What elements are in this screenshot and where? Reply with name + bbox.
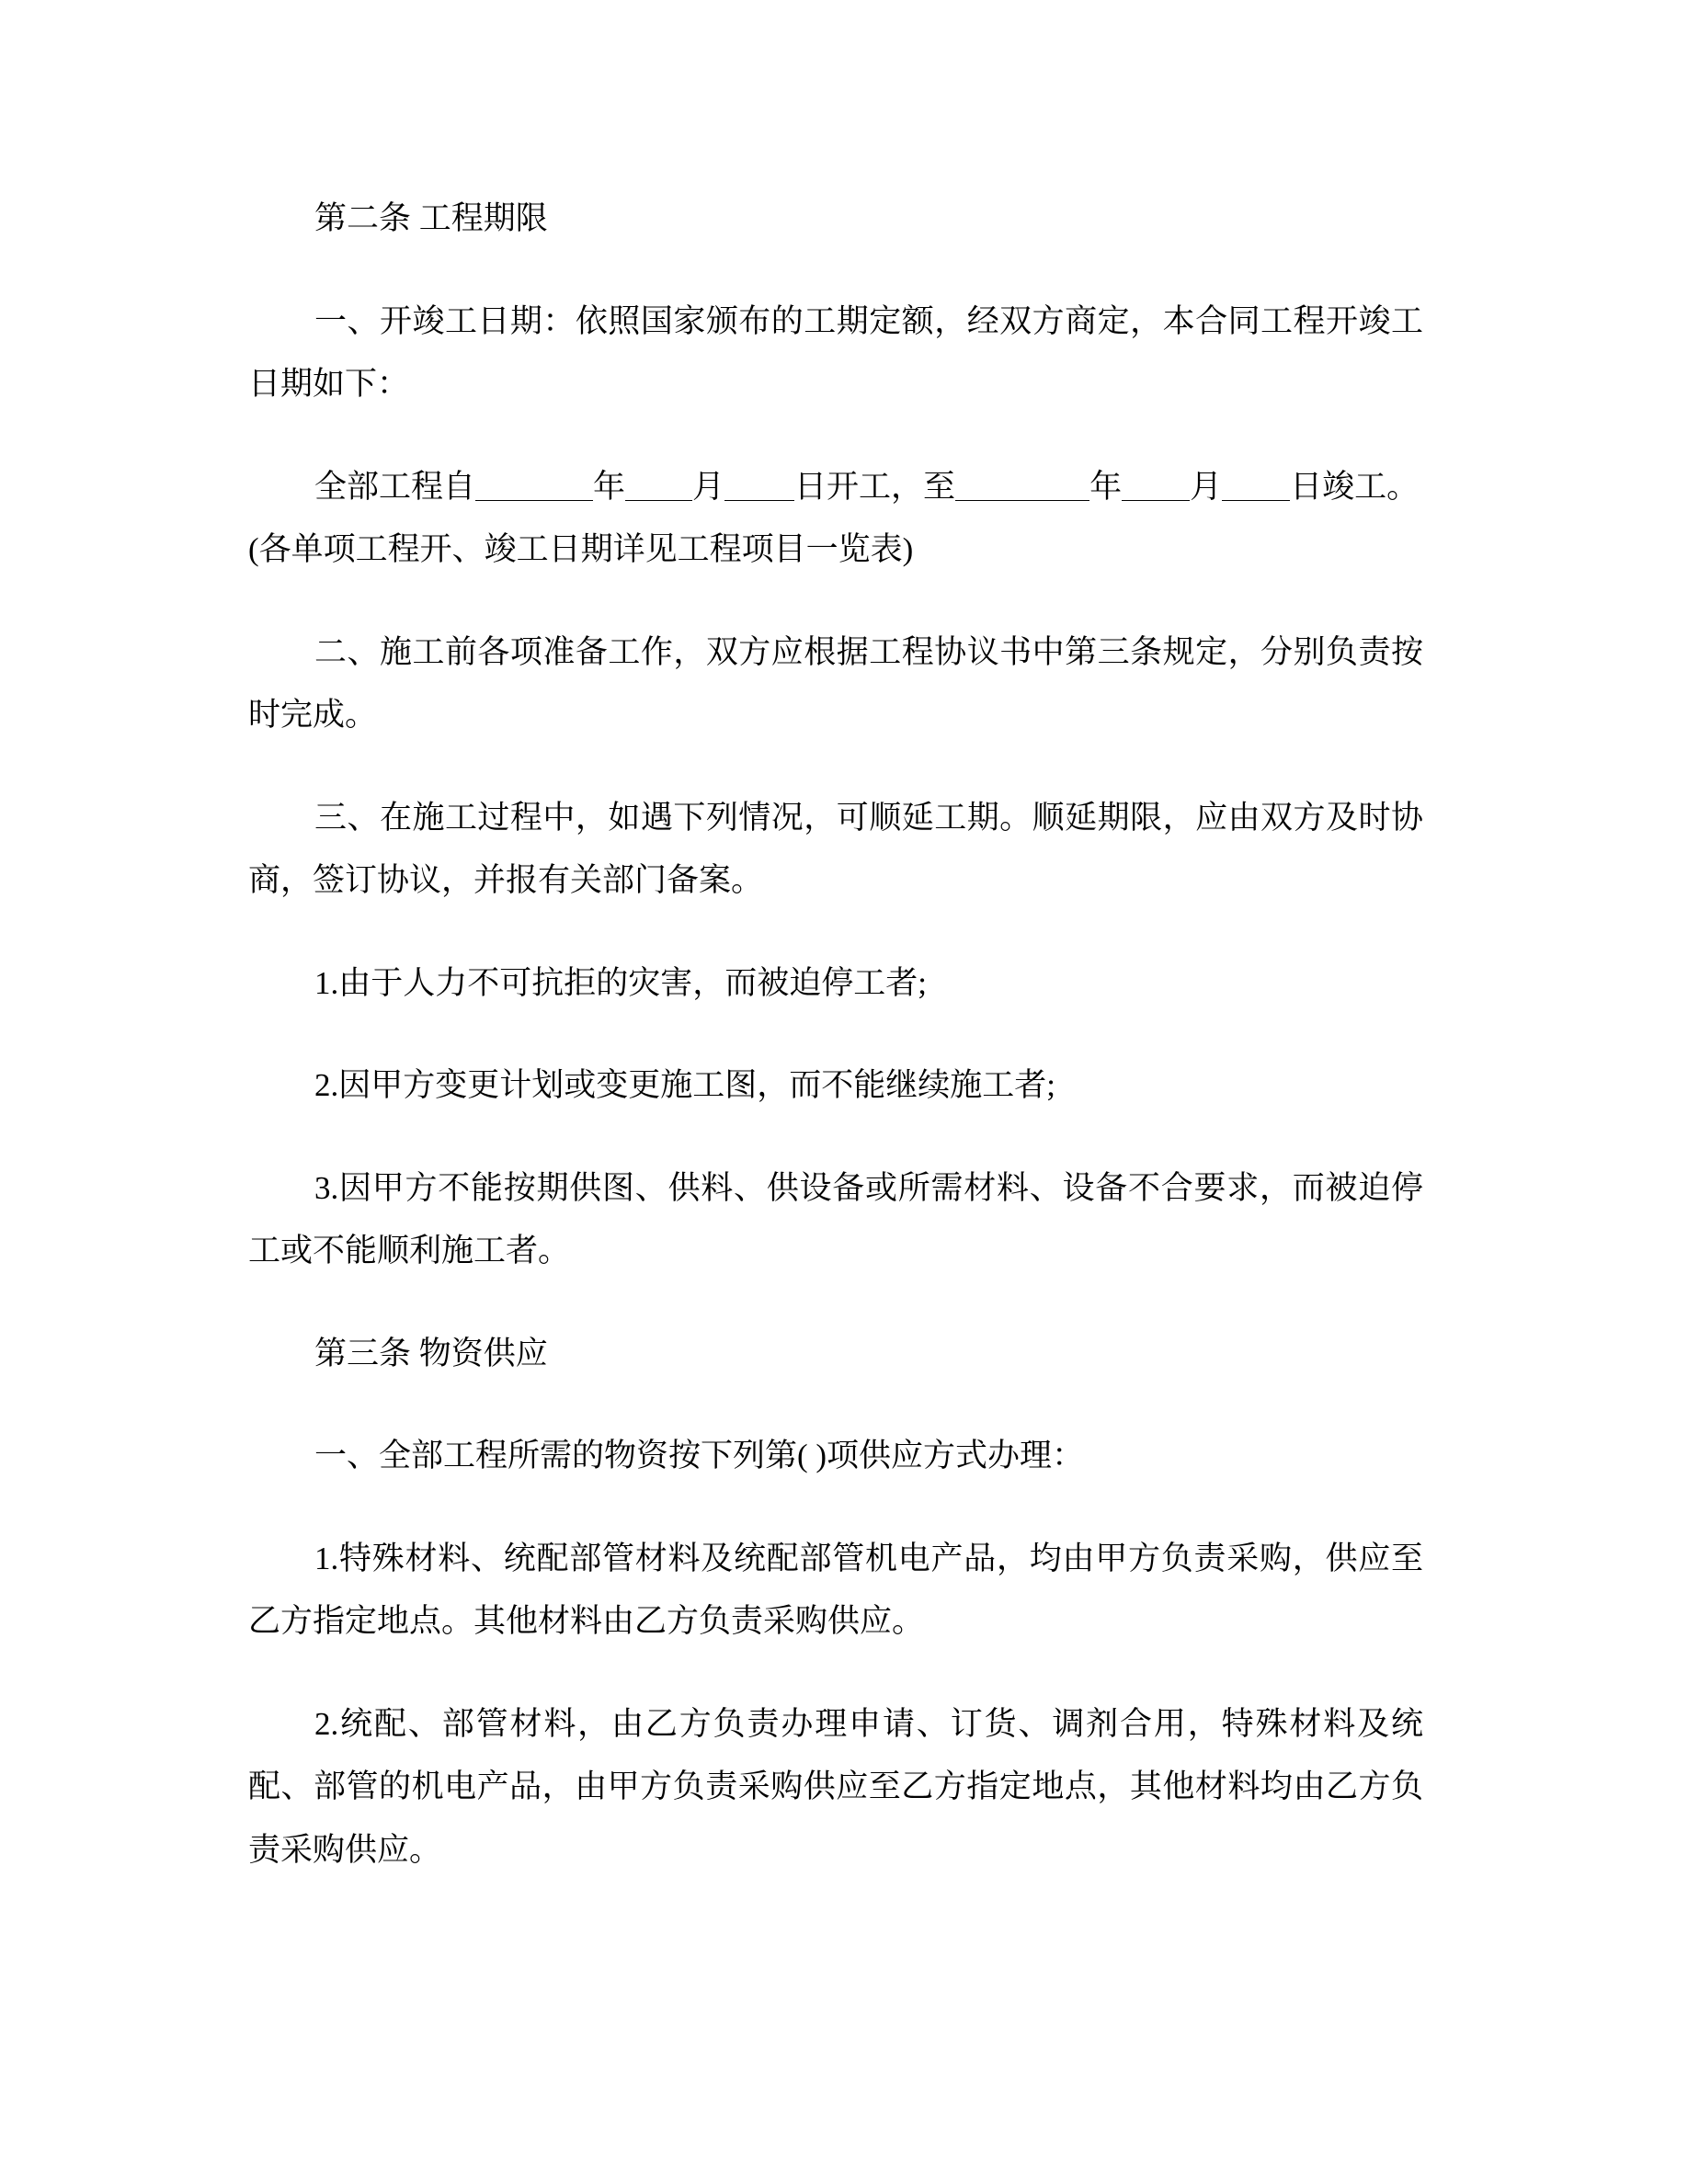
text-line: 2.统配、部管材料，由乙方负责办理申请、订货、调剂合用，特殊材料及统: [314, 1705, 1423, 1742]
text-line: 2.因甲方变更计划或变更施工图，而不能继续施工者;: [314, 1067, 1055, 1103]
clause-paragraph: [248, 787, 1423, 913]
clause-paragraph: [248, 1425, 1423, 1488]
schedule-paragraph: [248, 456, 1423, 582]
blank-field: [1222, 500, 1290, 501]
blank-field: [475, 500, 593, 501]
text-line: (各单项工程开、竣工日期详见工程项目一览表): [248, 531, 914, 567]
text-line: 配、部管的机电产品，由甲方负责采购供应至乙方指定地点，其他材料均由乙方负: [248, 1769, 1423, 1804]
text-line: 1.由于人力不可抗拒的灾害，而被迫停工者;: [314, 964, 927, 1001]
heading-text: 第二条 工程期限: [314, 200, 548, 236]
clause-paragraph: [248, 621, 1423, 747]
document-body: [248, 188, 1423, 1921]
option-item: [248, 1528, 1423, 1654]
text-line: 日期如下：: [248, 366, 410, 402]
text-line: 乙方指定地点。其他材料由乙方负责采购供应。: [248, 1603, 925, 1639]
blank-field: [625, 500, 692, 501]
case-item: [248, 952, 1423, 1016]
text-line: 三、在施工过程中，如遇下列情况，可顺延工期。顺延期限，应由双方及时协: [314, 799, 1423, 836]
text-line: 二、施工前各项准备工作，双方应根据工程协议书中第三条规定，分别负责按: [314, 633, 1423, 670]
text-line: 商，签订协议，并报有关部门备案。: [248, 862, 764, 898]
case-item: [248, 1054, 1423, 1118]
text-segment: 年: [1089, 468, 1123, 505]
text-segment: 日竣工。: [1290, 468, 1420, 505]
blank-field: [1122, 500, 1190, 501]
text-line: 3.因甲方不能按期供图、供料、供设备或所需材料、设备不合要求，而被迫停: [314, 1169, 1423, 1206]
clause-paragraph: [248, 290, 1423, 416]
heading-text: 第三条 物资供应: [314, 1335, 548, 1371]
text-line: 一、全部工程所需的物资按下列第( )项供应方式办理：: [314, 1438, 1085, 1473]
text-line: 责采购供应。: [248, 1831, 442, 1868]
text-line: 时完成。: [248, 697, 378, 733]
text-segment: 年: [593, 468, 626, 505]
article-heading: [248, 188, 1423, 251]
text-segment: 月: [692, 468, 725, 505]
blank-field: [724, 500, 794, 501]
text-line: 工或不能顺利施工者。: [248, 1233, 571, 1268]
blank-field: [955, 500, 1089, 501]
text-line: 一、开竣工日期：依照国家颁布的工期定额，经双方商定，本合同工程开竣工: [314, 302, 1423, 339]
text-line: 1.特殊材料、统配部管材料及统配部管机电产品，均由甲方负责采购，供应至: [314, 1540, 1423, 1576]
article-heading: [248, 1323, 1423, 1386]
option-item: [248, 1693, 1423, 1883]
text-segment: 全部工程自: [314, 468, 476, 505]
date-line: [248, 456, 1423, 519]
case-item: [248, 1157, 1423, 1283]
text-segment: 月: [1190, 468, 1223, 505]
text-segment: 日开工，至: [794, 468, 956, 505]
